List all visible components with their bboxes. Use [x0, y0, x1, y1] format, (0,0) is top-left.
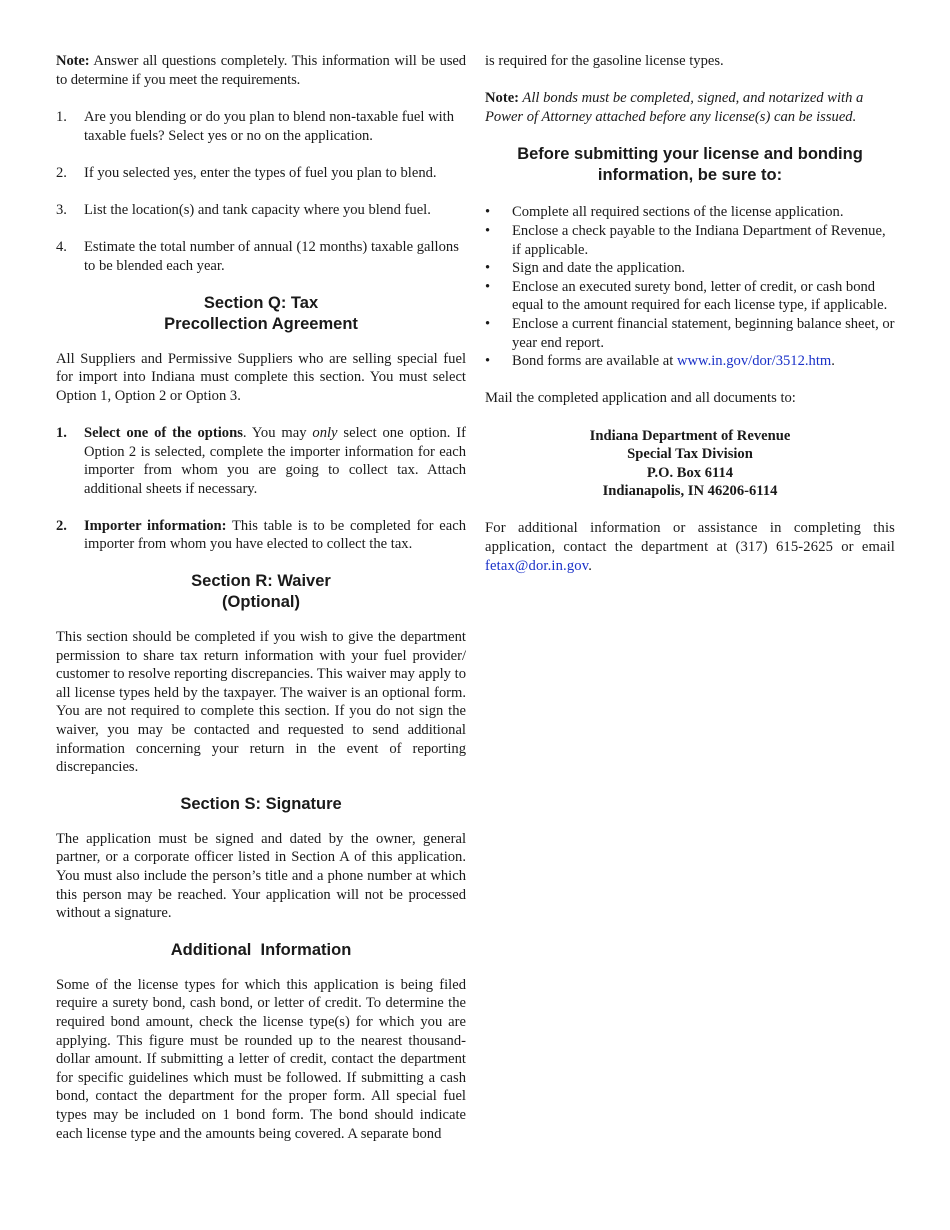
note-text: Answer all questions completely. This information will be used to determine if you meet the requirements.	[56, 53, 466, 88]
item-number: 2.	[56, 517, 67, 534]
heading-line: Section R: Waiver	[191, 572, 331, 591]
list-item	[485, 352, 895, 371]
checklist-heading	[485, 144, 895, 186]
item-bold-text: Importer information:	[84, 517, 227, 534]
heading-line: Before submitting your license and bonding	[517, 145, 863, 164]
address-line: P.O. Box 6114	[646, 464, 734, 481]
note-label: Note:	[56, 53, 90, 69]
address-line: Indiana Department of Revenue	[589, 427, 791, 444]
section-r-heading	[56, 571, 466, 613]
bond-forms-link[interactable]: www.in.gov/dor/3512.htm	[676, 353, 832, 370]
bond-note	[485, 89, 895, 126]
item-text: If you selected yes, enter the types of fuel you plan to blend.	[84, 164, 437, 181]
list-item	[485, 278, 895, 315]
left-column	[56, 52, 466, 1143]
item-text: Sign and date the application.	[512, 260, 686, 277]
contact-info	[485, 519, 895, 575]
heading-line: Section Q: Tax	[203, 293, 319, 312]
item-text: Enclose an executed surety bond, letter of credit, or cash bond equal to the amount required for each license type, if applicable.	[512, 278, 888, 314]
item-text-part: select one option. If Option 2 is selected, complete the importer information for each importer from whom you are going to collect tax. Attach additional sheets if necessary.	[84, 424, 466, 497]
address-line: Special Tax Division	[627, 446, 753, 463]
heading-line: (Optional)	[222, 593, 300, 612]
item-text: Estimate the total number of annual (12 months) taxable gallons to be blended each year.	[84, 239, 459, 274]
list-item	[485, 222, 895, 259]
section-s-text: The application must be signed and dated by the owner, general partner, or a corporate officer listed in Section A of this application. You must also include the person’s title and a phone number at which this person may be reached. Your application will not be processed without a signature.	[56, 830, 466, 922]
section-q-heading	[56, 293, 466, 335]
list-item	[56, 164, 466, 183]
list-item	[485, 315, 895, 352]
item-text-part: This table is to be completed for each importer from whom you have elected to collect the tax.	[84, 517, 466, 553]
bullet-icon: •	[485, 260, 491, 277]
bond-continuation-text: is required for the gasoline license types.	[485, 53, 724, 69]
list-item	[56, 238, 466, 275]
requirements-note	[56, 52, 466, 89]
submission-checklist	[485, 203, 895, 370]
item-bold-text: Select one of the options	[84, 424, 243, 441]
item-text	[84, 424, 466, 498]
item-text: Complete all required sections of the license application.	[512, 204, 844, 221]
mail-instructions: Mail the completed application and all documents to:	[485, 390, 796, 407]
section-r-text: This section should be completed if you wish to give the department permission to share tax return information with your fuel provider/ customer to resolve reporting discrepancies. This waiver may apply to all license types held by the taxpayer. The waiver is an optional form. You are not required to complete this section. If you do not sign the waiver, you may be contacted and requested to send additional information concerning your return in the event of reporting discrepancies.	[56, 629, 466, 776]
section-s-heading: Section S: Signature	[180, 794, 342, 813]
list-item	[485, 259, 895, 278]
heading-line: Precollection Agreement	[164, 314, 358, 333]
item-number: 4.	[56, 239, 67, 256]
additional-info-text: Some of the license types for which this application is being filed require a surety bond, cash bond, or letter of credit. To determine the required bond amount, check the license type(s) for which you are applying. This figure must be rounded up to the nearest thousand-dollar amount. If submitting a letter of credit, contact the department for specific guidelines which must be followed. If submitting a cash bond, contact the department for the proper form. All special fuel types may be included on 1 bond form. The bond should indicate each license type and the amounts being covered. A separate bond	[56, 976, 466, 1142]
item-text-part: Bond forms are available at	[512, 353, 677, 370]
list-item	[56, 517, 466, 554]
item-text-part: . You may	[242, 424, 313, 441]
item-text: List the location(s) and tank capacity where you blend fuel.	[84, 202, 431, 219]
item-italic-text: only	[312, 424, 338, 441]
bullet-icon: •	[485, 278, 491, 295]
bullet-icon: •	[485, 204, 491, 221]
section-q-intro: All Suppliers and Permissive Suppliers who are selling special fuel for import into Indiana must complete this section. You must select Option 1, Option 2 or Option 3.	[56, 350, 466, 404]
section-q-list	[56, 424, 466, 554]
item-text	[84, 517, 466, 554]
list-item	[56, 108, 466, 145]
item-text: Are you blending or do you plan to blend non-taxable fuel with taxable fuels? Select yes or no on the application.	[84, 109, 455, 144]
address-line: Indianapolis, IN 46206-6114	[602, 483, 778, 500]
bullet-icon: •	[485, 315, 491, 332]
mailing-address	[485, 427, 895, 501]
contact-suffix: .	[588, 557, 593, 574]
list-item	[56, 201, 466, 220]
item-number: 2.	[56, 164, 67, 181]
right-column	[485, 52, 895, 575]
item-text: Enclose a check payable to the Indiana Department of Revenue, if applicable.	[512, 222, 886, 258]
item-number: 3.	[56, 202, 67, 219]
contact-email-link[interactable]: fetax@dor.in.gov	[485, 557, 589, 574]
blending-questions-list	[56, 108, 466, 275]
contact-text: For additional information or assistance in completing this application, contact the department at (317) 615-2625 or email	[485, 520, 895, 556]
bullet-icon: •	[485, 353, 491, 370]
item-text	[512, 352, 895, 371]
additional-info-heading: Additional Information	[170, 940, 352, 959]
list-item	[485, 203, 895, 222]
item-text: Enclose a current financial statement, beginning balance sheet, or year end report.	[512, 315, 895, 351]
note-text: All bonds must be completed, signed, and notarized with a Power of Attorney attached before any license(s) can be issued.	[485, 90, 864, 125]
list-item	[56, 424, 466, 498]
note-label: Note:	[485, 90, 520, 107]
item-text-part: .	[831, 353, 835, 370]
bullet-icon: •	[485, 222, 491, 239]
item-number: 1.	[56, 109, 67, 126]
item-number: 1.	[56, 424, 67, 441]
heading-line: information, be sure to:	[597, 166, 783, 185]
